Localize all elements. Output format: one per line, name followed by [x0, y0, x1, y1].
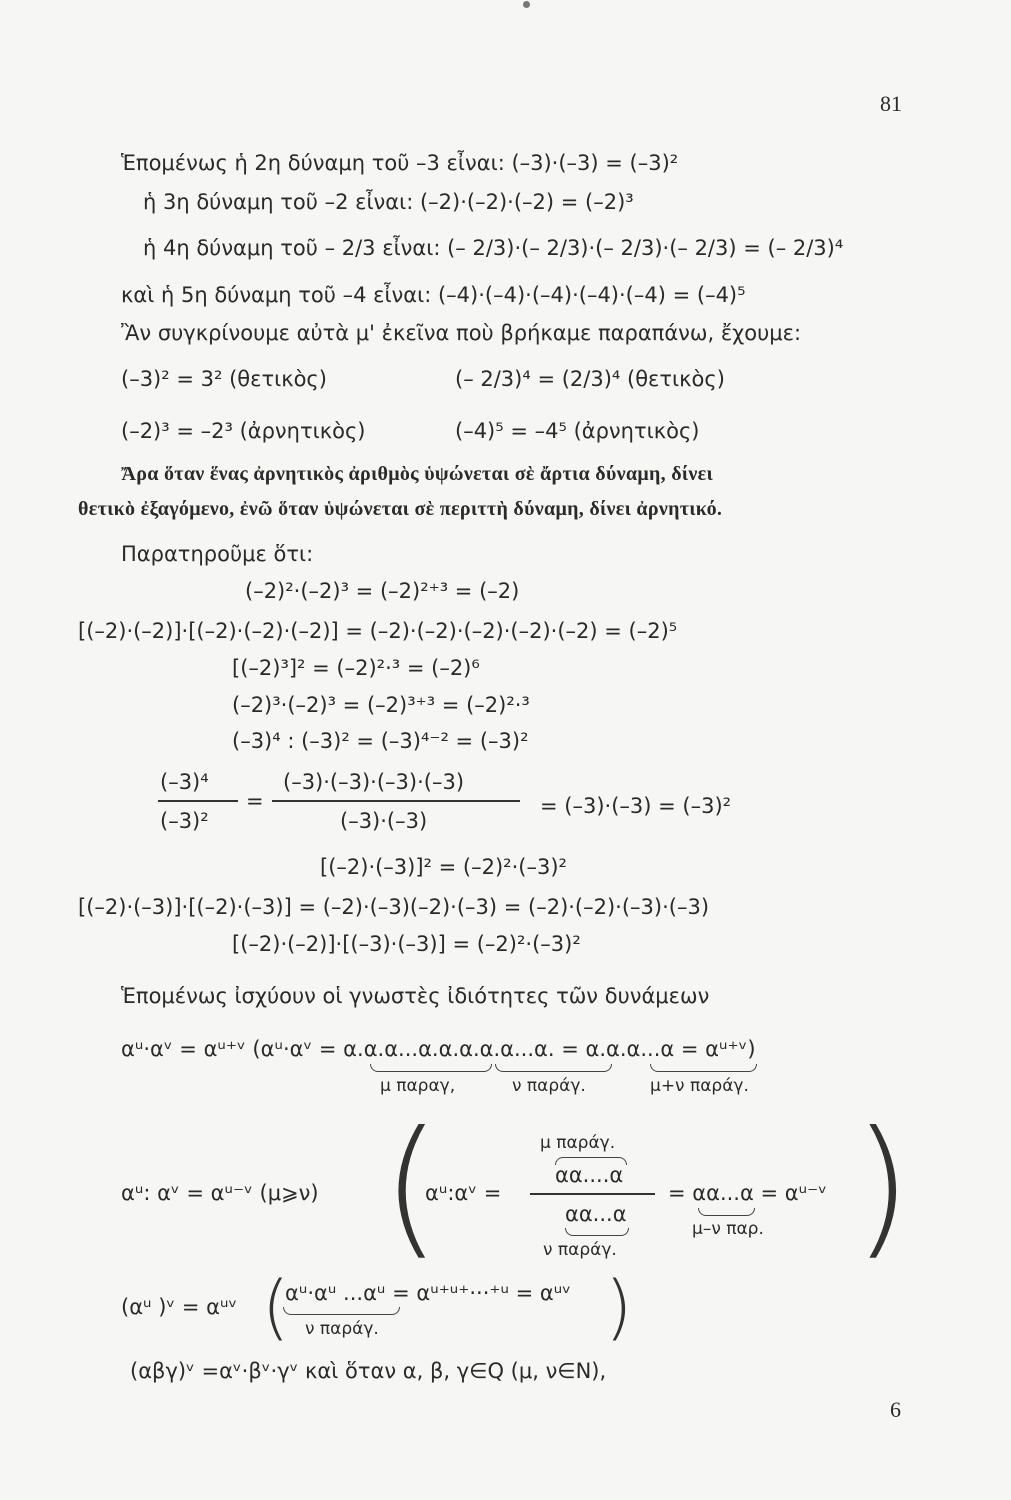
underbrace [565, 1228, 629, 1236]
text-line: Ἑπομένως ἡ 2η δύναμη τοῦ –3 εἶναι: (–3)·(–3) = (–3)² [121, 151, 679, 175]
property-line: αᵘ:αᵛ = [425, 1181, 502, 1205]
text-line: ἡ 4η δύναμη τοῦ – 2/3 εἶναι: (– 2/3)·(– 2/3)·(– 2/3)·(– 2/3) = (– 2/3)⁴ [143, 236, 844, 260]
right-paren: ) [605, 1266, 633, 1348]
brace-label: μ+ν παράγ. [650, 1076, 749, 1096]
right-paren: ) [853, 1100, 912, 1274]
brace-label: μ παραγ, [380, 1076, 456, 1096]
fraction-numerator: (–3)⁴ [160, 770, 209, 794]
signature-number: 6 [890, 1397, 901, 1422]
page-speck [523, 1, 530, 8]
rule-line: Ἄρα ὅταν ἕνας ἀρνητικὸς ἀριθμὸς ὑψώνεται σὲ ἄρτια δύναμη, δίνει [121, 463, 714, 485]
text-line: Ἂν συγκρίνουμε αὐτὰ μ' ἐκεῖνα ποὺ βρήκαμε παραπάνω, ἔχουμε: [121, 321, 802, 345]
equals-sign: = [246, 789, 264, 813]
left-paren: ( [262, 1266, 290, 1348]
text-line: Ἑπομένως ἰσχύουν οἱ γνωστὲς ἰδιότητες τῶν δυνάμεων [121, 984, 710, 1008]
equation: (–2)²·(–2)³ = (–2)²⁺³ = (–2) [245, 579, 520, 603]
property-line: (αᵘ )ᵛ = αᵘᵛ [121, 1295, 238, 1319]
fraction-denominator: (–3)² [160, 809, 209, 833]
brace-label: ν παράγ. [305, 1319, 379, 1339]
underbrace [698, 1208, 755, 1216]
equation: = (–3)·(–3) = (–3)² [540, 794, 732, 818]
fraction-bar [158, 800, 238, 802]
comparison-line: (–2)³ = –2³ (ἀρνητικὸς) [121, 419, 366, 443]
equation: [(–2)·(–2)]·[(–3)·(–3)] = (–2)²·(–3)² [232, 932, 581, 956]
fraction-denominator: αα...α [565, 1202, 627, 1226]
fraction-bar [272, 800, 520, 802]
equation: [(–2)·(–3)]² = (–2)²·(–3)² [320, 855, 567, 879]
comparison-line: (–4)⁵ = –4⁵ (ἀρνητικὸς) [455, 419, 700, 443]
text-line: Παρατηροῦμε ὅτι: [121, 542, 314, 566]
equation: [(–2)·(–3)]·[(–2)·(–3)] = (–2)·(–3)(–2)·(–3) = (–2)·(–2)·(–3)·(–3) [78, 895, 710, 919]
property-line: (αβγ)ᵛ =αᵛ·βᵛ·γᵛ καὶ ὅταν α, β, γ∈Q (μ, ν∈N), [130, 1359, 607, 1383]
equation: [(–2)·(–2)]·[(–2)·(–2)·(–2)] = (–2)·(–2)·(–2)·(–2)·(–2) = (–2)⁵ [78, 619, 678, 643]
equation: (–2)³·(–2)³ = (–2)³⁺³ = (–2)²·³ [232, 693, 530, 717]
property-line: = αα...α = αᵘ⁻ᵛ [668, 1181, 827, 1205]
equation: (–3)⁴ : (–3)² = (–3)⁴⁻² = (–3)² [232, 729, 529, 753]
text-line: καὶ ἡ 5η δύναμη τοῦ –4 εἶναι: (–4)·(–4)·(–4)·(–4)·(–4) = (–4)⁵ [121, 283, 746, 307]
property-line: αᵘ: αᵛ = αᵘ⁻ᵛ (μ⩾ν) [121, 1181, 319, 1205]
fraction-denominator: (–3)·(–3) [340, 809, 428, 833]
underbrace [283, 1307, 400, 1315]
brace-label: ν παράγ. [512, 1076, 586, 1096]
underbrace [650, 1064, 757, 1072]
text-line: ἡ 3η δύναμη τοῦ –2 εἶναι: (–2)·(–2)·(–2) = (–2)³ [143, 190, 634, 214]
comparison-line: (– 2/3)⁴ = (2/3)⁴ (θετικὸς) [455, 367, 725, 391]
fraction-bar [530, 1193, 655, 1195]
equation: [(–2)³]² = (–2)²·³ = (–2)⁶ [232, 656, 480, 680]
brace-label: μ παράγ. [540, 1133, 616, 1153]
brace-label: ν παράγ. [543, 1240, 617, 1260]
property-line: αᵘ·αᵛ = αᵘ⁺ᵛ (αᵘ·αᵛ = α.α.α...α.α.α.α.α...α. = α.α.α...α = αᵘ⁺ᵛ) [121, 1037, 756, 1061]
comparison-line: (–3)² = 3² (θετικὸς) [121, 367, 327, 391]
fraction-numerator: (–3)·(–3)·(–3)·(–3) [283, 770, 465, 794]
property-line: αᵘ·αᵘ ...αᵘ = αᵘ⁺ᵘ⁺···⁺ᵘ = αᵘᵛ [285, 1281, 572, 1305]
rule-line: θετικὸ ἐξαγόμενο, ἐνῶ ὅταν ὑψώνεται σὲ περιττὴ δύναμη, δίνει ἀρνητικό. [78, 498, 723, 520]
fraction-numerator: αα....α [555, 1163, 624, 1187]
underbrace [495, 1064, 612, 1072]
left-paren: ( [382, 1100, 441, 1274]
underbrace [370, 1064, 492, 1072]
page-number: 81 [880, 91, 902, 116]
brace-label: μ–ν παρ. [692, 1219, 764, 1239]
